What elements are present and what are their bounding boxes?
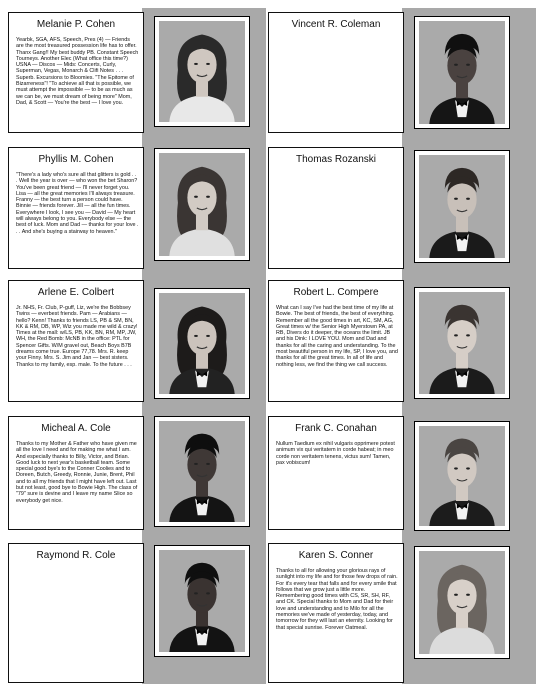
student-name: Frank C. Conahan: [295, 423, 377, 434]
student-portrait-photo: [414, 546, 510, 659]
student-text-card: [8, 280, 144, 402]
student-name: Phyllis M. Cohen: [38, 154, 114, 165]
student-text-card: [8, 543, 144, 683]
student-bio: Jr. NHS, Fr. Club, P-guff, Liz, we're the Bobbsey Twins — everbest friends. Pam — Arabians — hello? Kenn! Thanks to friends LS, PB & SM, BN, KK & RM, DB, WP, Wiz you made me wild & crazy! Times at the mall: w/LS, PB, KK, BN, RM, MP, JW, WH, the Red Bomb: McNB in the office: PTL for Spencer Gifts. W/M gravel out, Beach Boys B7B dreams come true. Europe 77,78. Mrs. R. keep your Finny. Mrs. S. Jim and Jan — best sisters. Thanks to my family, esp. male. To the future . . .: [16, 305, 138, 368]
student-portrait-photo: [154, 16, 250, 127]
student-name: Arlene E. Colbert: [37, 287, 115, 298]
portrait-illustration: [419, 292, 505, 394]
student-bio: Thanks to my Mother & Father who have given me all the love I need and for making me what I am. And especially thanks to Billy, Victor, and Brian. Good luck to next year's basketball team. Some special good bye's to the Conner Coolies and to Doreen, Butch, Greedy, Ronnie, Junie, Brent, Phil and to all my friends that I might have left out. Last but not least, good bye to Bowie High. The class of "79" sure is devine and I leave my name Slice so everybody get nice.: [16, 441, 138, 504]
student-name: Vincent R. Coleman: [291, 19, 381, 30]
student-bio: Thanks to all for allowing your glorious rays of sunlight into my life and for those few drops of rain. For it's every tear that falls and for every smile that follows that we grow just a little more. Remembering good times with CS, SR, SH, RF, and CK. Special thanks to Mom and Dad for their love and understanding and to Milo for all the memories we've made of yesterday, today, and tomorrow for they will last an eternity. Looking for that special sunrise. Forever Oatmeal.: [276, 568, 398, 631]
student-bio: Yearbk, SGA, AFS, Speech, Pres (4) — Friends are the most treasured possession life has to offer. Thanx Gang!! My best buddy PB. Constant Speech Tourneys. Another Elec (What office this time?) USNA — Discos — Mids: Concerts, Curly, Superman, Vegas, Monarch & Clifi Notes . . . Superb. Excursions to Bloomies. "The Epitome of Bizarreness"! "To achieve all that is possible, we must attempt the impossible — to be as much as we can be, we must dream of being more" Mom, Dad, & Scott — You're the best — I love you.: [16, 37, 139, 106]
student-bio: "There's a lady who's sure all that glitters is gold . . . Well the year is over — who won the bet Sharon? You've been great friend — I'll never forget you. Lisa — all the great memories I'll always treasure. Franny — the best turn a person could have. Binnie — friends forever. Jill — all the fun times. Everywhere I look, I see you — David — My heart will always belong to you. Everybody else — the best of luck. Mom and Dad — thanks for your love . . . And she's buying a stairway to heaven.": [16, 172, 139, 235]
student-portrait-photo: [154, 416, 250, 527]
student-portrait-photo: [414, 16, 510, 129]
student-portrait-photo: [154, 148, 250, 261]
student-name: Micheal A. Cole: [41, 423, 111, 434]
portrait-illustration: [159, 550, 245, 652]
student-portrait-photo: [154, 545, 250, 657]
student-portrait-photo: [414, 150, 510, 263]
student-bio: Nullum Taedium ex nihil vulgaris opprimere potest animum vix qui veritatem in corde habeat; in meo corde non veritatem tenens, victus sum! Tamen, pax vobiscum!: [276, 441, 395, 466]
portrait-illustration: [159, 153, 245, 256]
student-name: Raymond R. Cole: [36, 550, 116, 561]
portrait-illustration: [419, 21, 505, 124]
student-text-card: [268, 147, 404, 269]
student-portrait-photo: [154, 288, 250, 399]
portrait-illustration: [159, 421, 245, 522]
student-text-card: [268, 12, 404, 133]
student-portrait-photo: [414, 421, 510, 531]
student-text-card: [268, 416, 404, 530]
student-text-card: [8, 12, 144, 133]
student-text-card: [268, 543, 404, 683]
student-text-card: [8, 416, 144, 530]
student-portrait-photo: [414, 287, 510, 399]
student-name: Melanie P. Cohen: [36, 19, 116, 30]
student-bio: What can I say I've had the best time of my life at Bowie. The best of friends, the best of everything. Remember all the good times in art, KC, SM, AG, Great times w/ the Senior High Myerstown PA, at RB, Divers do it deeper, the oceans the limit. JB and his Dink: I LOVE YOU. Mom and Dad and thanks for all the caring and understanding. To the most beautiful person in my life, SP, I love you, and thanks for all the great times. In all of life and nothing less, we find the thing we call success.: [276, 305, 398, 368]
student-text-card: [268, 280, 404, 402]
student-text-card: [8, 147, 144, 269]
portrait-illustration: [159, 21, 245, 122]
portrait-illustration: [419, 551, 505, 654]
portrait-illustration: [159, 293, 245, 394]
portrait-illustration: [419, 426, 505, 526]
student-name: Karen S. Conner: [298, 550, 374, 561]
student-name: Robert L. Compere: [293, 287, 379, 298]
portrait-illustration: [419, 155, 505, 258]
student-name: Thomas Rozanski: [295, 154, 377, 165]
